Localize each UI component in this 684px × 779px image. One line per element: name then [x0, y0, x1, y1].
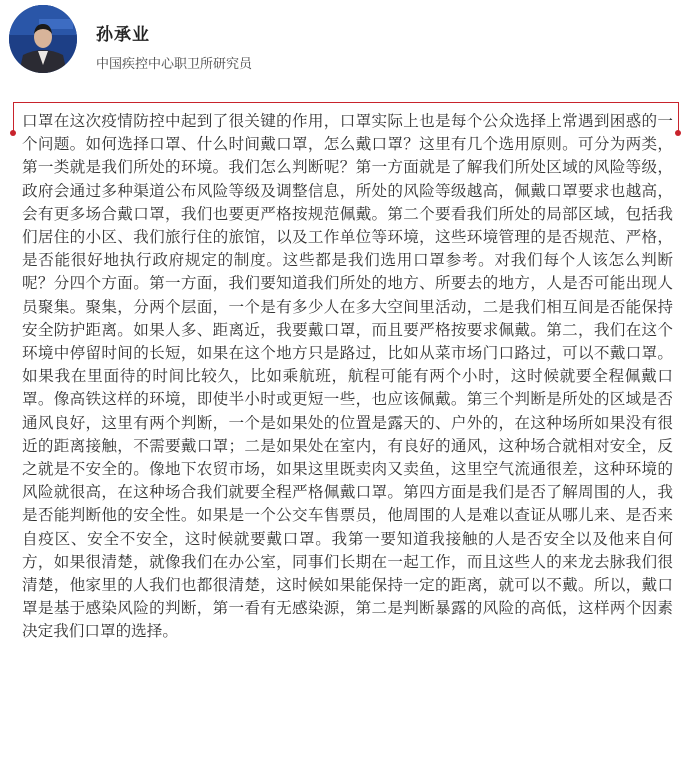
author-title: 中国疾控中心职卫所研究员 [96, 57, 253, 72]
article-body: 口罩在这次疫情防控中起到了很关键的作用，口罩实际上也是每个公众选择上常遇到困惑的一个问题。如何选择口罩、什么时间戴口罩，怎么戴口罩？这里有几个选用原则。可分为两类，第一类就是我们所处的环境。我们怎么判断呢？第一方面就是了解我们所处区域的风险等级，政府会通过多种渠道公布风险等级及调整信息，所处的风险等级越高，佩戴口罩要求也越高，会有更多场合戴口罩，我们也要更严格按规范佩戴。第二个要看我们所处的局部区域，包括我们居住的小区、我们旅行住的旅馆，以及工作单位等环境，这些环境管理的是否规范、严格，是否能很好地执行政府规定的制度。这些都是我们选用口罩参考。对我们每个人该怎么判断呢？分四个方面。第一方面，我们要知道我们所处的地方、所要去的地方，人是否可能出现人员聚集。聚集，分两个层面，一个是有多少人在多大空间里活动，二是我们相互间是否能保持安全防护距离。如果人多、距离近，我要戴口罩，而且要严格按要求佩戴。第二，我们在这个环境中停留时间的长短，如果在这个地方只是路过，比如从菜市场门口路过，可以不戴口罩。如果我在里面待的时间比较久，比如乘航班，航程可能有两个小时，这时候就要全程佩戴口罩。像高铁这样的环境，即使半小时或更短一些，也应该佩戴。第三个判断是所处的区域是否通风良好，这里有两个判断，一个是如果处的位置是露天的、户外的，在这种场所如果没有很近的距离接触，不需要戴口罩；二是如果处在室内，有良好的通风，这种场合就相对安全，反之就是不安全的。像地下农贸市场，如果这里既卖肉又卖鱼，这里空气流通很差，这种环境的风险就很高，在这种场合我们就要全程严格佩戴口罩。第四方面是我们是否了解周围的人，我是否能判断他的安全性。如果是一个公交车售票员，他周围的人是难以查证从哪儿来、是否来自疫区、安全不安全，这时候就要戴口罩。我第一要知道我接触的人是否安全以及他来自何方，如果很清楚，就像我们在办公室，同事们长期在一起工作，而且这些人的来龙去脉我们很清楚，他家里的人我们也都很清楚，这时候如果能保持一定的距离，就可以不戴。所以，戴口罩是基于感染风险的判断，第一看有无感染源，第二是判断暴露的风险的高低，这样两个因素决定我们口罩的选择。 [22, 112, 673, 641]
frame-right-line [678, 102, 679, 132]
author-header [0, 0, 684, 100]
person-portrait-icon [9, 5, 77, 73]
frame-left-dot [10, 130, 16, 136]
frame-top-line [13, 102, 679, 103]
author-avatar [9, 5, 77, 73]
frame-right-dot [675, 130, 681, 136]
author-name: 孙承业 [96, 25, 150, 45]
frame-left-line [13, 102, 14, 132]
